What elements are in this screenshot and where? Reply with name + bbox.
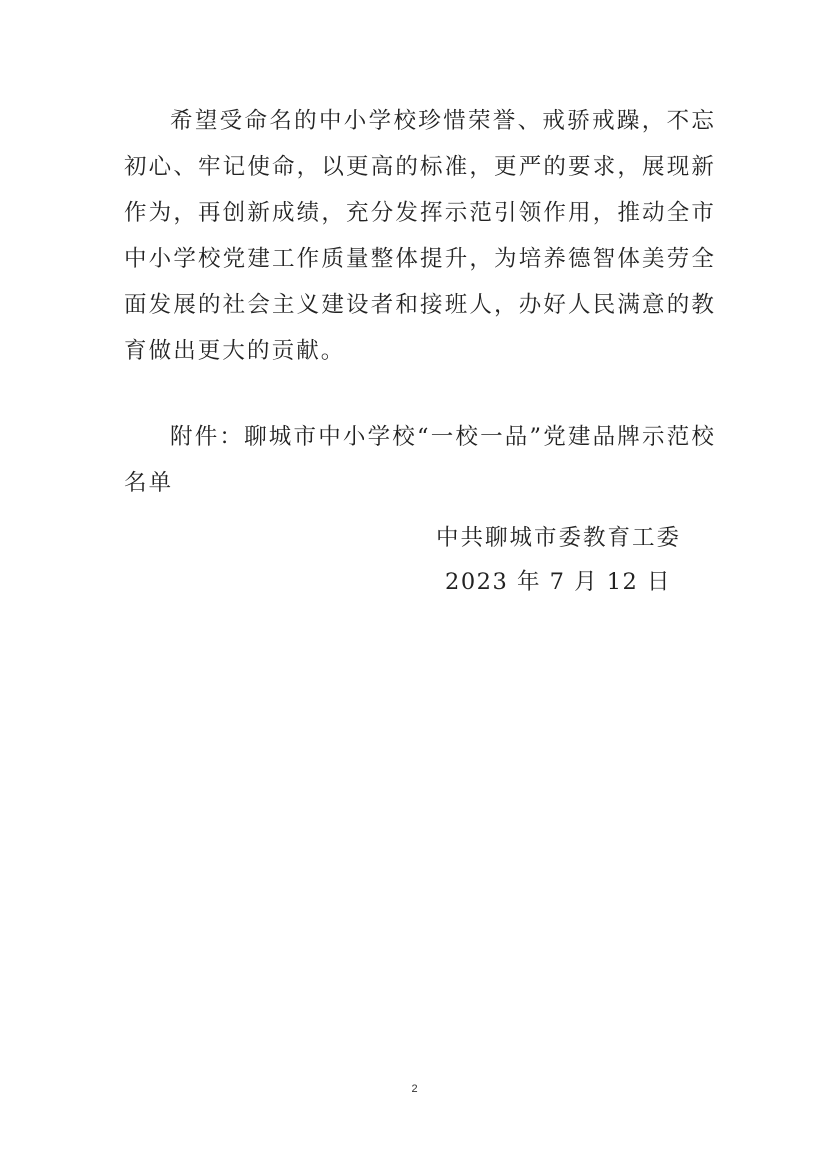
attachment-note: 附件：聊城市中小学校“一校一品”党建品牌示范校名单 [124, 424, 716, 496]
main-paragraph: 希望受命名的中小学校珍惜荣誉、戒骄戒躁，不忘初心、牢记使命，以更高的标准，更严的要求，展现新作为，再创新成绩，充分发挥示范引领作用，推动全市中小学校党建工作质量整体提升，为培养德智体美劳全面发展的社会主义建设者和接班人，办好人民满意的教育做出更大的贡献。 [124, 108, 716, 364]
page-number: 2 [411, 1083, 418, 1095]
signature-organization: 中共聊城市委教育工委 [435, 525, 681, 551]
document-body [124, 98, 716, 506]
signature-date: 2023 年 7 月 12 日 [445, 569, 671, 595]
signature-block [421, 516, 681, 604]
